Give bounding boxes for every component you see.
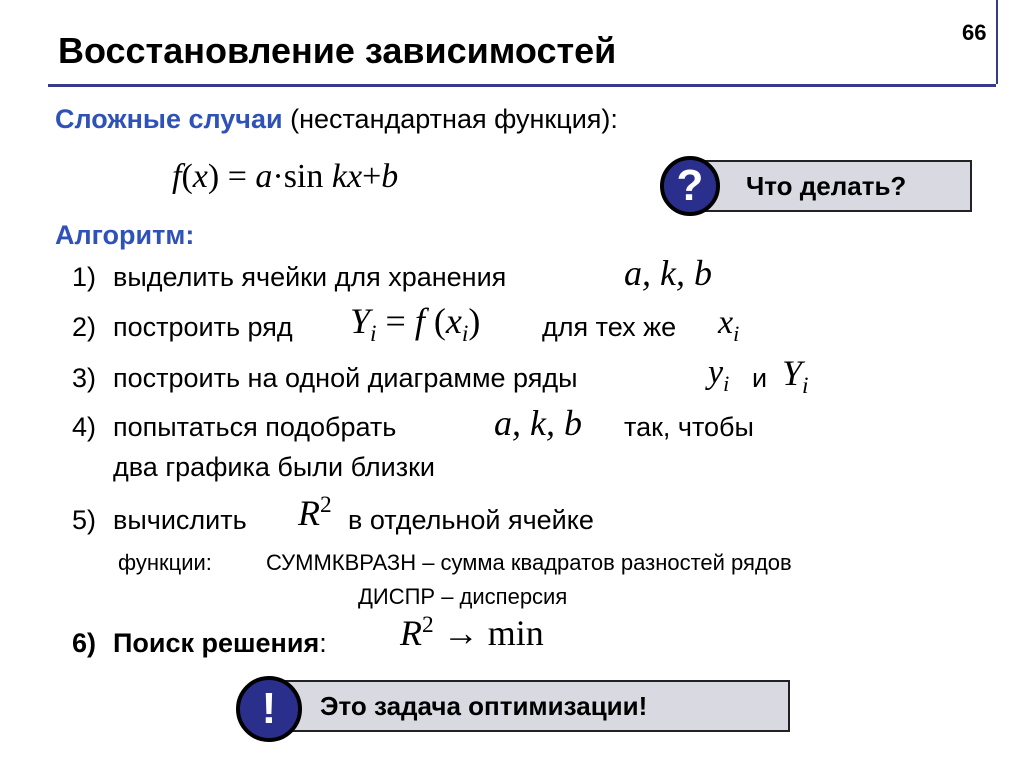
- step-2-math2: $x_i$: [718, 304, 740, 346]
- intro-label: Сложные случаи: [55, 104, 283, 134]
- step-2: 2) построить ряд: [72, 312, 293, 342]
- step-3-text2: и: [752, 363, 768, 393]
- step-5: 5) вычислить: [72, 505, 247, 535]
- intro-line: [55, 104, 618, 135]
- step-4-text2: так, чтобы: [624, 412, 754, 442]
- main-formula: f(x) = a·sin kx+b: [172, 158, 399, 195]
- page-number: 66: [962, 20, 987, 45]
- step-1-math: a, k, b: [624, 253, 712, 293]
- algorithm-heading: Алгоритм:: [55, 220, 195, 250]
- step-3: 3) построить на одной диаграмме ряды: [72, 363, 578, 393]
- step-1: 1) выделить ячейки для хранения: [72, 262, 507, 292]
- step-6-math: $R^2 \to \min$: [400, 612, 544, 653]
- step-4-line2: два графика были близки: [113, 452, 435, 482]
- step-2-text2: для тех же: [542, 312, 677, 342]
- intro-rest: (нестандартная функция):: [282, 104, 618, 134]
- answer-callout-text: Это задача оптимизации!: [320, 690, 648, 721]
- slide-title: Восстановление зависимостей: [58, 30, 617, 71]
- functions-label: функции:: [118, 550, 212, 575]
- step-3-math2: $Y_i$: [782, 353, 809, 400]
- question-callout-text: Что делать?: [746, 170, 907, 201]
- header-right-border: [996, 0, 998, 84]
- function-1: СУММКВРАЗН – сумма квадратов разностей рядов: [266, 550, 792, 575]
- step-6: 6) Поиск решения:: [72, 628, 327, 658]
- step-5-math: $R^2$: [298, 492, 332, 533]
- function-2: ДИСПР – дисперсия: [358, 584, 568, 609]
- step-3-math: $y_i$: [708, 354, 730, 396]
- step-2-math: $Y_i = f$ $(x_i)$: [350, 301, 481, 348]
- step-4: 4) попытаться подобрать: [72, 412, 397, 442]
- step-4-math: a, k, b: [494, 403, 582, 443]
- title-divider: [48, 84, 996, 87]
- answer-callout: [284, 680, 790, 732]
- step-5-text2: в отдельной ячейке: [348, 505, 594, 535]
- exclamation-icon: !: [236, 676, 302, 742]
- question-callout: [700, 160, 972, 212]
- question-icon: ?: [660, 156, 720, 216]
